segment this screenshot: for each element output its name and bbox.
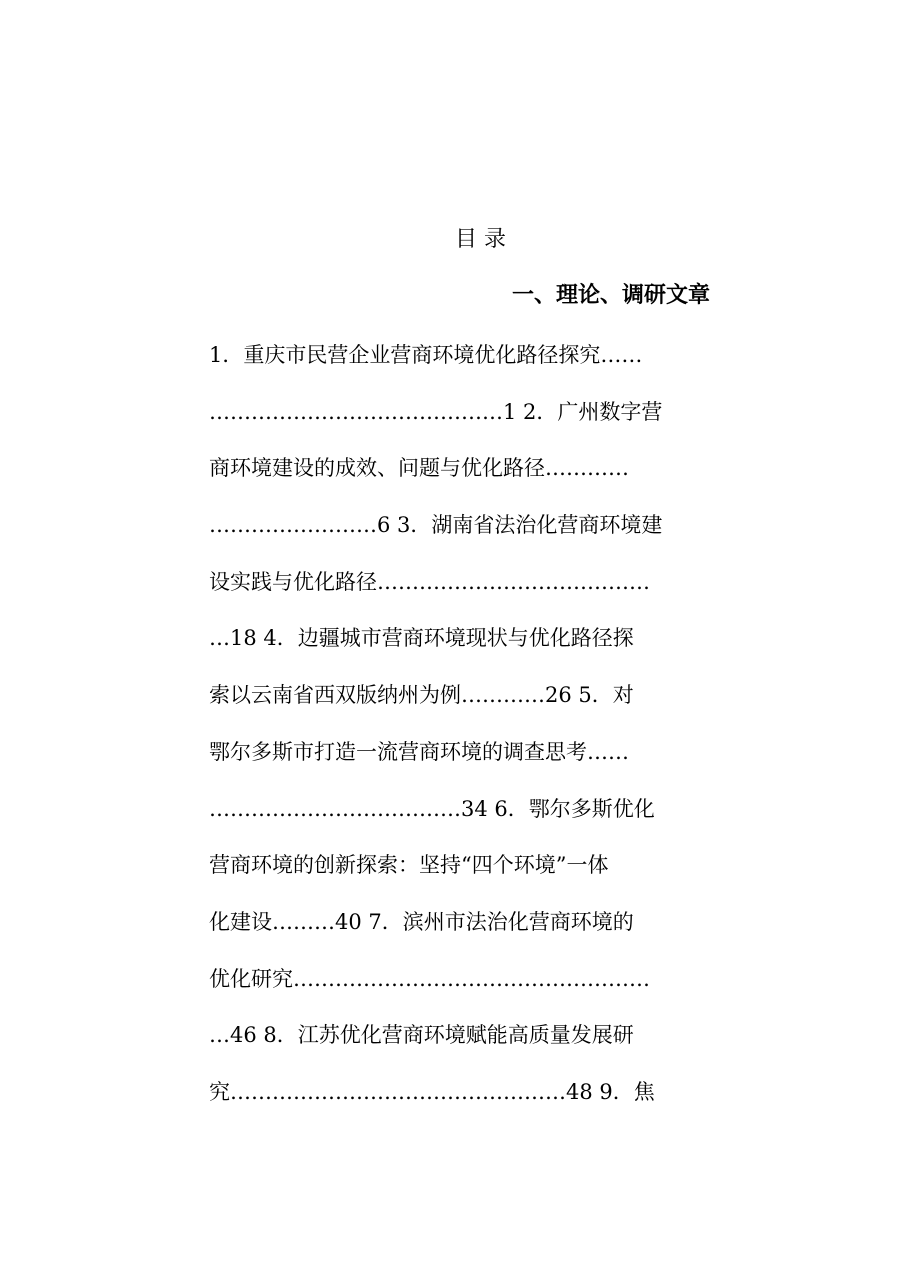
toc-line: 营商环境的创新探索：坚持“四个环境”一体: [209, 853, 609, 878]
toc-line: ……………………………………1 2．广州数字营: [209, 399, 663, 424]
toc-line: 鄂尔多斯市打造一流营商环境的调查思考……: [209, 739, 629, 764]
toc-line: 1．重庆市民营企业营商环境优化路径探究……: [209, 343, 643, 367]
section-heading: 一、理论、调研文章: [511, 283, 710, 308]
toc-line: 优化研究……………………………………………: [209, 966, 650, 991]
toc-line: …18 4．边疆城市营商环境现状与优化路径探: [209, 626, 634, 651]
toc-line: 商环境建设的成效、问题与优化路径…………: [209, 456, 629, 481]
toc-title: 目 录: [455, 227, 506, 252]
toc-line: 设实践与优化路径…………………………………: [209, 569, 650, 594]
toc-line: 化建设………40 7．滨州市法治化营商环境的: [209, 909, 634, 934]
toc-line: …46 8．江苏优化营商环境赋能高质量发展研: [209, 1023, 634, 1048]
toc-line: ………………………………34 6．鄂尔多斯优化: [209, 796, 655, 821]
toc-list: [209, 340, 714, 1134]
toc-line: 究…………………………………………48 9．焦: [209, 1079, 655, 1104]
toc-line: 索以云南省西双版纳州为例…………26 5．对: [209, 683, 634, 708]
toc-line: ……………………6 3．湖南省法治化营商环境建: [209, 513, 663, 538]
